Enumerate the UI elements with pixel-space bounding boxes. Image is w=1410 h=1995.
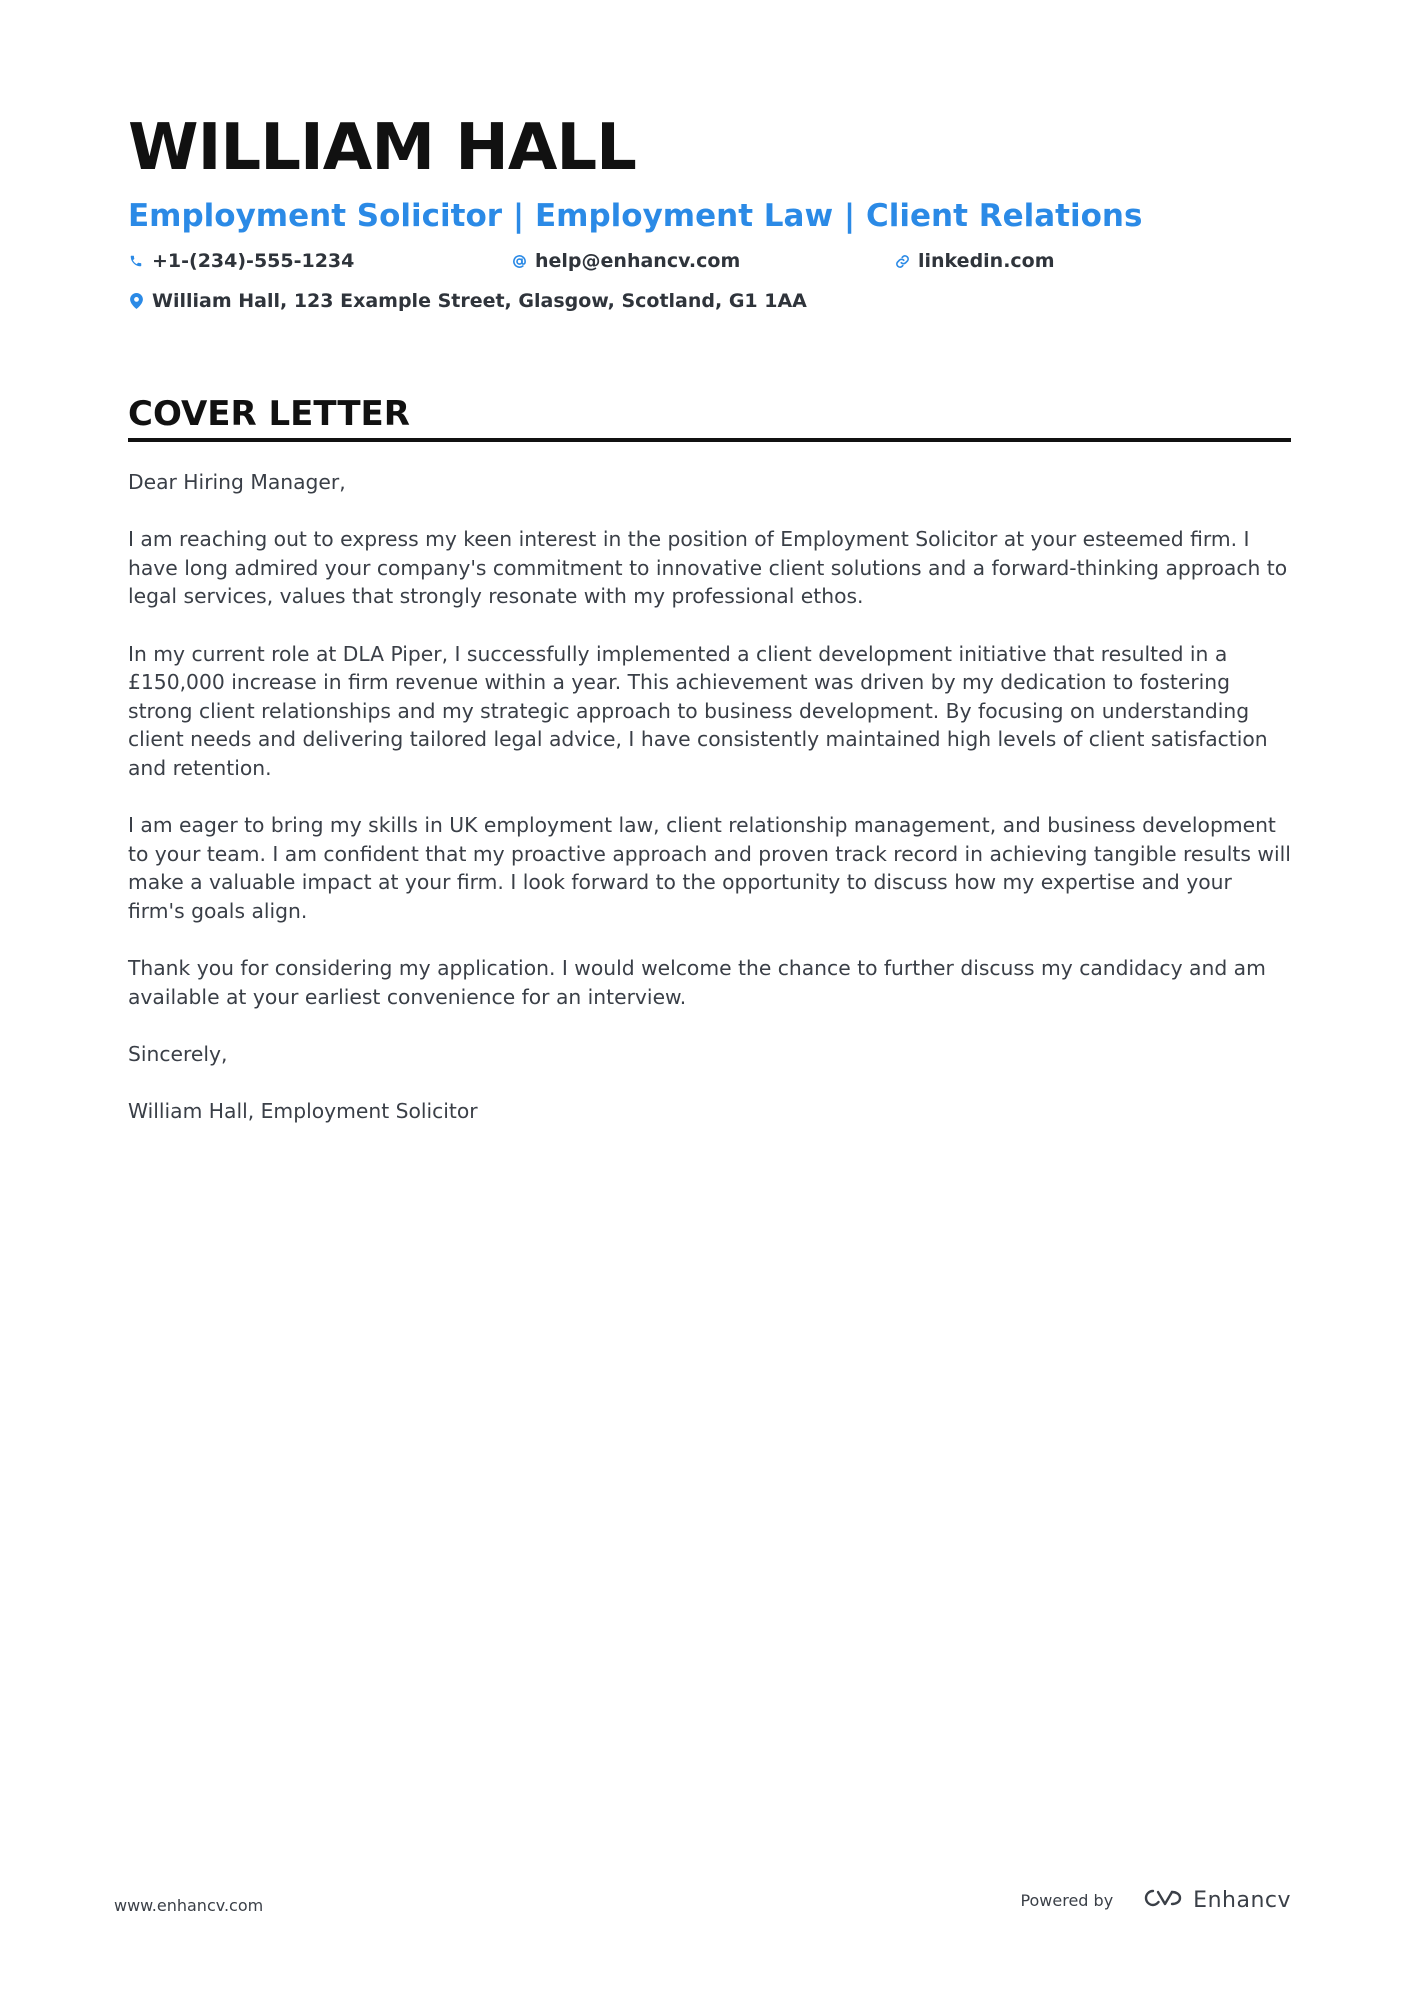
brand-name: Enhancv [1193, 1888, 1291, 1913]
letter-paragraph: In my current role at DLA Piper, I successfully implemented a client development initiative that resulted in a £150,000 increase in firm revenue within a year. This achievement was driven by my dedication to fostering strong client relationships and my strategic approach to business development. By focusing on understanding client needs and delivering tailored legal advice, I have consistently maintained high levels of client satisfaction and retention. [128, 641, 1268, 780]
powered-by-label: Powered by [1020, 1891, 1114, 1910]
letter-paragraph: Thank you for considering my application. I would welcome the chance to further discuss my candidacy and am available at your earliest convenience for an interview. [128, 956, 1266, 1009]
link-icon [894, 252, 910, 270]
contact-address [128, 290, 807, 312]
contact-linkedin[interactable] [894, 250, 1055, 272]
section-title: COVER LETTER [128, 394, 410, 434]
footer-website[interactable]: www.enhancv.com [114, 1896, 264, 1915]
at-icon [511, 252, 527, 270]
section-divider [128, 438, 1291, 442]
candidate-name: WILLIAM HALL [128, 111, 636, 185]
phone-icon [128, 252, 144, 270]
brand-logo[interactable] [1139, 1886, 1291, 1915]
letter-closing: Sincerely, [128, 1041, 228, 1066]
linkedin-url[interactable]: linkedin.com [918, 250, 1055, 272]
letter-body [128, 468, 1291, 1154]
email-address[interactable]: help@enhancv.com [535, 250, 741, 272]
phone-number: +1-(234)-555-1234 [152, 250, 355, 272]
contact-email[interactable] [511, 250, 740, 272]
letter-signature: William Hall, Employment Solicitor [128, 1099, 478, 1124]
location-pin-icon [128, 292, 144, 310]
address-text: William Hall, 123 Example Street, Glasgow, Scotland, G1 1AA [152, 290, 807, 312]
letter-paragraph: I am eager to bring my skills in UK employment law, client relationship management, and business development to your team. I am confident that my proactive approach and proven track record in achieving tangible results will make a valuable impact at your firm. I look forward to the opportunity to discuss how my expertise and your firm's goals align. [128, 813, 1291, 923]
header [128, 108, 1291, 330]
contact-info [128, 250, 1291, 330]
contact-phone [128, 250, 354, 272]
enhancv-logo-icon [1139, 1886, 1185, 1915]
footer-branding [1020, 1886, 1291, 1915]
letter-paragraph: I am reaching out to express my keen interest in the position of Employment Solicitor at your esteemed firm. I have long admired your company's commitment to innovative client solutions and a forward-thinking approach to legal services, values that strongly resonate with my professional ethos. [128, 527, 1288, 609]
letter-greeting: Dear Hiring Manager, [128, 470, 346, 494]
candidate-title: Employment Solicitor | Employment Law | Client Relations [128, 198, 1143, 234]
